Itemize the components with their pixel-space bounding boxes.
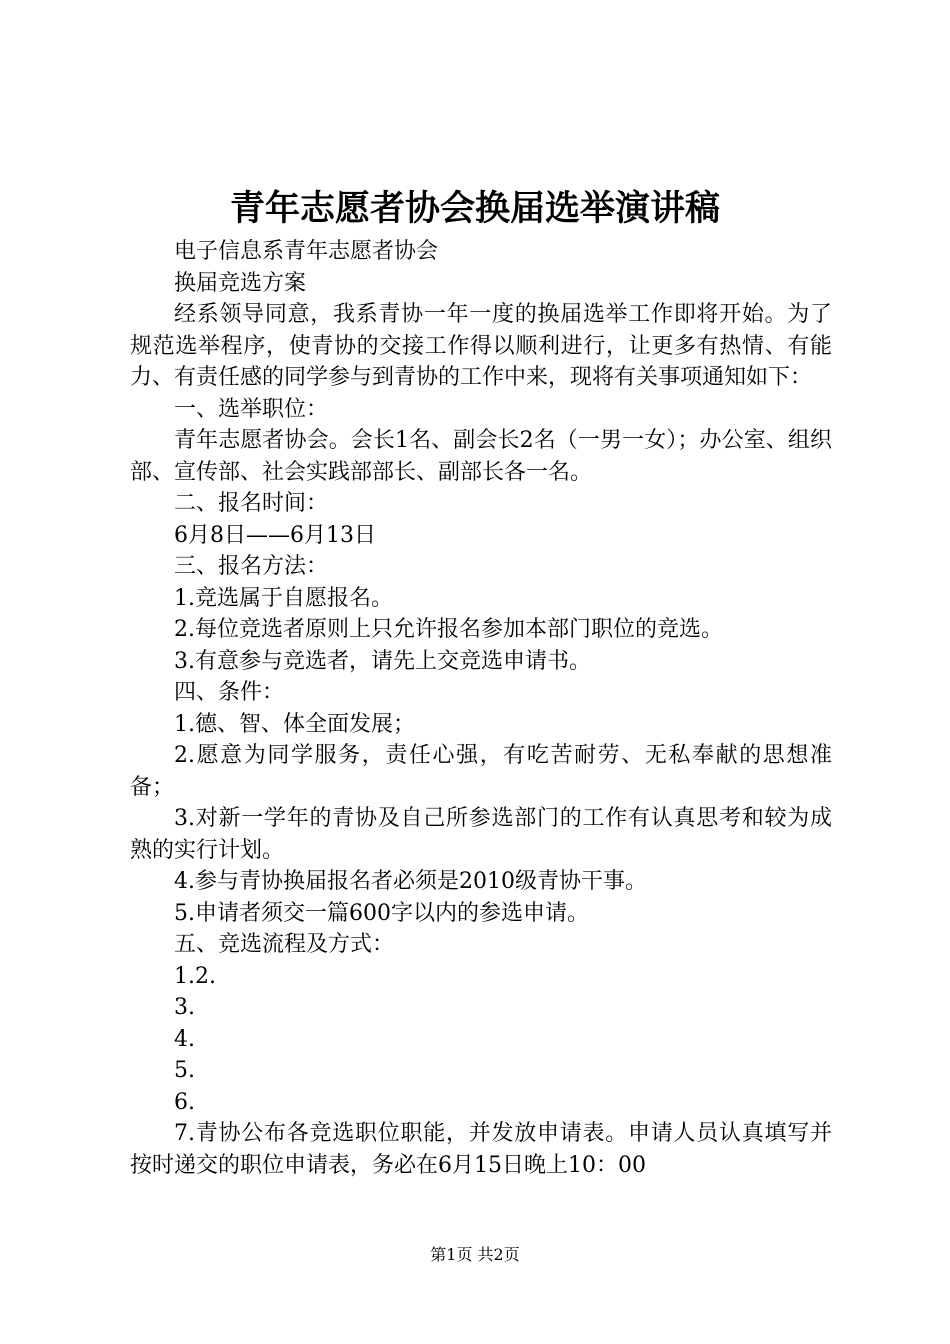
section-heading-time: 二、报名时间：	[174, 491, 329, 516]
list-item: 2.每位竞选者原则上只允许报名参加本部门职位的竞选。	[174, 617, 723, 642]
paragraph-positions: 青年志愿者协会。会长1名、副会长2名（一男一女）；办公室、组织部、宣传部、社会实践部部长、副部长各一名。	[130, 428, 832, 485]
list-item: 5.申请者须交一篇600字以内的参选申请。	[174, 900, 589, 926]
list-item: 4.	[174, 1026, 195, 1052]
list-item: 3.对新一学年的青协及自己所参选部门的工作有认真思考和较为成熟的实行计划。	[130, 806, 832, 863]
list-item: 4.参与青协换届报名者必须是2010级青协干事。	[174, 869, 647, 894]
section-heading-positions: 一、选举职位：	[174, 396, 329, 422]
document-body	[130, 236, 832, 1181]
list-item: 1.竞选属于自愿报名。	[174, 585, 393, 611]
list-item: 3.	[174, 995, 195, 1020]
section-heading-process: 五、竞选流程及方式：	[174, 932, 395, 957]
paragraph-department: 电子信息系青年志愿者协会	[174, 239, 439, 264]
page-footer: 第1页 共2页	[430, 1245, 520, 1264]
list-item: 5.	[174, 1058, 195, 1083]
list-item: 2.愿意为同学服务，责任心强，有吃苦耐劳、无私奉献的思想准备；	[130, 743, 832, 800]
section-heading-method: 三、报名方法：	[174, 554, 329, 579]
paragraph-intro: 经系领导同意，我系青协一年一度的换届选举工作即将开始。为了规范选举程序，使青协的交接工作得以顺利进行，让更多有热情、有能力、有责任感的同学参与到青协的工作中来，现将有关事项通知如下：	[130, 302, 832, 390]
list-item: 7.青协公布各竞选职位职能，并发放申请表。申请人员认真填写并按时递交的职位申请表，务必在6月15日晚上10：00	[130, 1121, 832, 1178]
paragraph-time: 6月8日——6月13日	[174, 522, 376, 548]
document-title: 青年志愿者协会换届选举演讲稿	[229, 188, 720, 229]
paragraph-plan-title: 换届竞选方案	[174, 270, 307, 296]
list-item: 3.有意参与竞选者，请先上交竞选申请书。	[174, 648, 591, 674]
list-item: 1.德、智、体全面发展；	[174, 711, 415, 737]
section-heading-conditions: 四、条件：	[174, 680, 285, 705]
list-item: 1.2.	[174, 963, 216, 989]
list-item: 6.	[174, 1089, 195, 1115]
